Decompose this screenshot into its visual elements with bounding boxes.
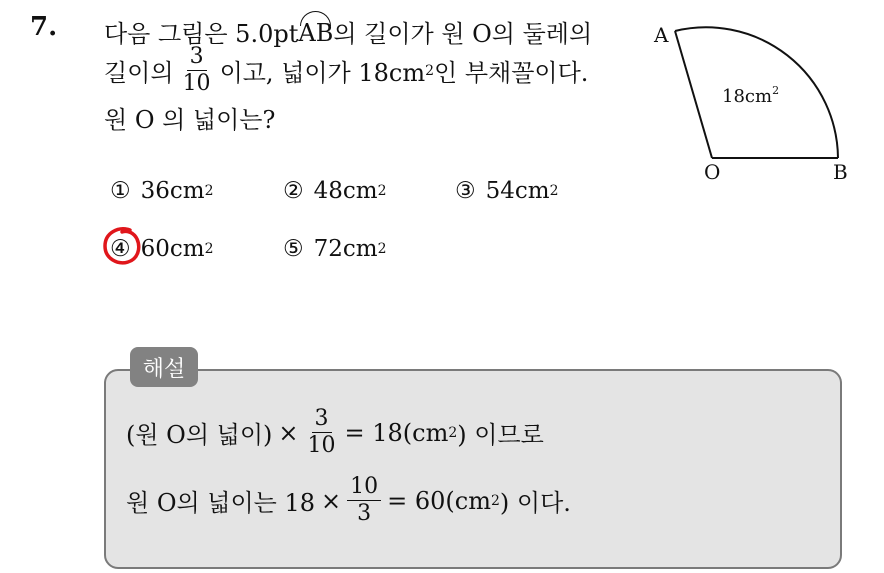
choice-3[interactable] xyxy=(455,178,559,204)
choice-text: 54cm xyxy=(485,178,550,204)
fraction-10-3 xyxy=(347,476,381,525)
solution-text: 원 O의 넓이는 18 xyxy=(126,489,316,517)
fraction-denominator: 10 xyxy=(307,433,336,458)
superscript: 2 xyxy=(448,424,458,441)
superscript: 2 xyxy=(490,492,500,509)
superscript: 2 xyxy=(425,62,435,79)
fraction-numerator: 3 xyxy=(312,408,332,433)
times-sign: × xyxy=(278,418,299,447)
question-line-1 xyxy=(104,14,592,49)
choice-2[interactable] xyxy=(283,178,387,204)
solution-text: = 60(cm xyxy=(387,486,491,515)
radius-oa xyxy=(675,31,712,158)
point-a-label: A xyxy=(654,23,669,47)
fraction-3-10 xyxy=(180,46,214,95)
solution-line-1 xyxy=(126,408,544,457)
solution-text: ) 이다. xyxy=(499,489,571,517)
superscript: 2 xyxy=(204,241,214,257)
choice-number: ④ xyxy=(110,236,131,262)
sector-area-label: $18cm^2$ xyxy=(722,84,780,107)
choice-number: ⑤ xyxy=(283,236,304,262)
fraction-denominator: 10 xyxy=(182,71,211,96)
question-line-2 xyxy=(104,46,588,95)
choice-1[interactable] xyxy=(110,178,214,204)
superscript: 2 xyxy=(549,183,559,199)
solution-text: (원 O의 넓이) xyxy=(126,421,273,449)
point-b-label: B xyxy=(833,160,848,184)
times-sign: × xyxy=(321,486,342,515)
fraction-denominator: 3 xyxy=(357,501,372,526)
question-text: 인 부채꼴이다. xyxy=(434,59,589,87)
arc-ab-label: AB xyxy=(298,18,334,47)
solution-line-2 xyxy=(126,476,571,525)
question-number: 7. xyxy=(30,12,58,42)
question-text: 원 O 의 넓이는? xyxy=(104,106,276,134)
fraction-numerator: 3 xyxy=(187,46,207,71)
superscript: 2 xyxy=(377,241,387,257)
solution-text: ) 이므로 xyxy=(457,421,544,449)
choice-text: 36cm xyxy=(140,178,205,204)
question-text: 이고, 넓이가 18cm xyxy=(219,59,426,87)
choice-number: ② xyxy=(283,178,304,204)
answer-circle-mark xyxy=(100,224,144,268)
choice-5[interactable] xyxy=(283,236,387,262)
fraction-3-10 xyxy=(305,408,339,457)
question-line-3 xyxy=(104,100,275,135)
question-text: 다음 그림은 5.0pt xyxy=(104,20,299,48)
sector-figure xyxy=(640,14,860,189)
choice-text: 60cm xyxy=(140,236,205,262)
solution-tag: 해설 xyxy=(130,347,198,387)
choice-number: ③ xyxy=(455,178,476,204)
fraction-numerator: 10 xyxy=(347,476,381,501)
question-text: 의 길이가 원 O의 둘레의 xyxy=(333,20,593,48)
choice-text: 72cm xyxy=(313,236,378,262)
question-text: 길이의 xyxy=(104,59,174,87)
solution-text: = 18(cm xyxy=(344,418,449,447)
superscript: 2 xyxy=(377,183,387,199)
solution-box xyxy=(104,369,842,569)
superscript: 2 xyxy=(204,183,214,199)
point-o-label: O xyxy=(704,160,721,184)
choice-text: 48cm xyxy=(313,178,378,204)
choice-number: ① xyxy=(110,178,131,204)
